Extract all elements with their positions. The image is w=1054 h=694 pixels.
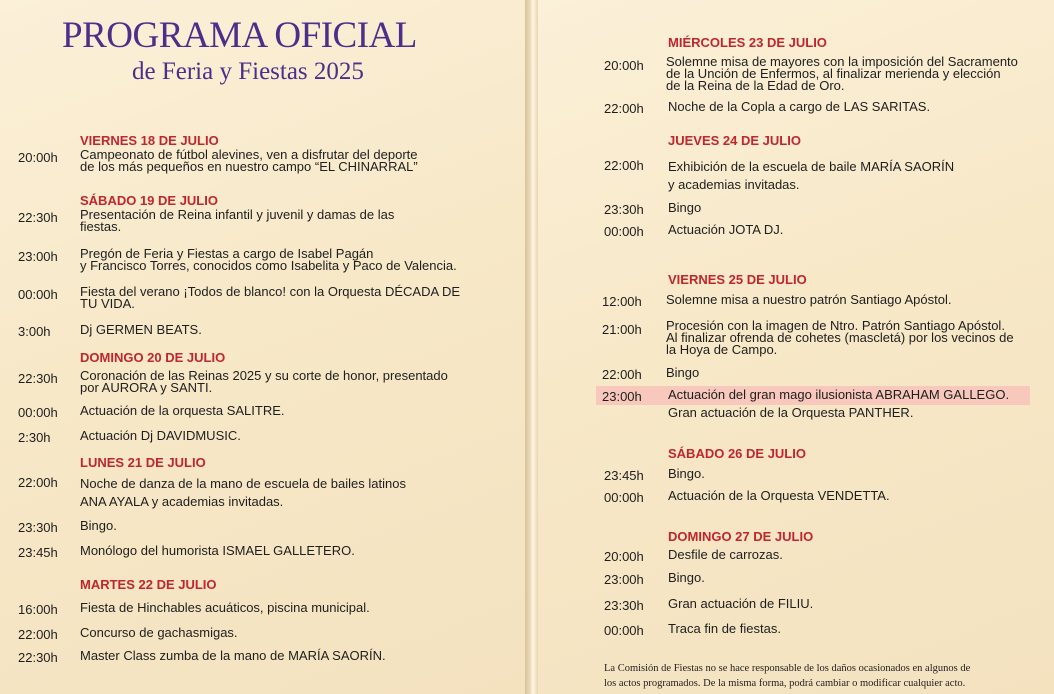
event-description bbox=[666, 367, 699, 379]
event-time: 20:00h bbox=[604, 58, 644, 73]
event-description bbox=[80, 627, 238, 639]
event-time: 21:00h bbox=[602, 322, 642, 337]
event-description-line: Noche de danza de la mano de escuela de bailes latinos bbox=[80, 476, 406, 491]
event-time: 22:30h bbox=[18, 210, 58, 225]
event-time: 00:00h bbox=[604, 224, 644, 239]
event-time: 22:00h bbox=[604, 158, 644, 173]
event-description-line: por AURORA y SANTI. bbox=[80, 380, 213, 395]
event-description bbox=[668, 549, 783, 561]
event-description-line: y academias invitadas. bbox=[668, 177, 800, 192]
event-description-line: Exhibición de la escuela de baile MARÍA SAORÍN bbox=[668, 159, 955, 174]
event-description bbox=[80, 602, 370, 614]
event-description bbox=[666, 320, 1014, 356]
event-time: 16:00h bbox=[18, 602, 58, 617]
event-description-line: y Francisco Torres, conocidos como Isabelita y Paco de Valencia. bbox=[80, 258, 457, 273]
event-description-line: Fiesta del verano ¡Todos de blanco! con la Orquesta DÉCADA DE bbox=[80, 284, 461, 299]
event-description bbox=[80, 405, 285, 417]
event-description bbox=[668, 490, 890, 502]
event-description-line: de la Unción de Enfermos, al finalizar merienda y elección bbox=[666, 66, 1001, 81]
event-description bbox=[668, 389, 1009, 401]
event-time: 00:00h bbox=[18, 287, 58, 302]
event-description bbox=[80, 650, 386, 662]
left-page bbox=[0, 0, 525, 694]
event-description-line: Solemne misa de mayores con la imposición del Sacramento bbox=[666, 54, 1018, 69]
event-time: 22:30h bbox=[18, 371, 58, 386]
event-description-line: Master Class zumba de la mano de MARÍA SAORÍN. bbox=[80, 648, 386, 663]
day-heading: JUEVES 24 DE JULIO bbox=[668, 133, 801, 148]
day-heading: DOMINGO 27 DE JULIO bbox=[668, 529, 814, 544]
page-subtitle: de Feria y Fiestas 2025 bbox=[132, 58, 364, 85]
event-description-line: Bingo. bbox=[80, 518, 117, 533]
event-description-line: Bingo bbox=[668, 200, 702, 215]
event-time: 23:00h bbox=[602, 389, 642, 404]
event-time: 23:45h bbox=[604, 468, 644, 483]
event-time: 23:30h bbox=[18, 520, 58, 535]
event-description bbox=[80, 370, 448, 394]
event-time: 23:00h bbox=[18, 249, 58, 264]
day-heading: SÁBADO 26 DE JULIO bbox=[668, 446, 806, 461]
event-description-line: Actuación del gran mago ilusionista ABRAHAM GALLEGO. bbox=[668, 387, 1010, 402]
event-description bbox=[668, 598, 813, 610]
event-time: 20:00h bbox=[18, 150, 58, 165]
event-description-line: Actuación de la orquesta SALITRE. bbox=[80, 403, 285, 418]
event-description-line: de la Reina de la Edad de Oro. bbox=[666, 78, 845, 93]
event-description-line: ANA AYALA y academias invitadas. bbox=[80, 494, 284, 509]
event-description-line: Bingo. bbox=[668, 570, 705, 585]
page-gutter bbox=[525, 0, 538, 694]
event-time: 22:00h bbox=[18, 627, 58, 642]
event-time: 22:00h bbox=[602, 367, 642, 382]
page-title: PROGRAMA OFICIAL bbox=[62, 15, 417, 56]
event-description-line: Actuación Dj DAVIDMUSIC. bbox=[80, 428, 241, 443]
disclaimer-line: La Comisión de Fiestas no se hace responsable de los daños ocasionados en algunos de bbox=[604, 663, 971, 674]
day-heading: MARTES 22 DE JULIO bbox=[80, 577, 217, 592]
event-description bbox=[666, 56, 1018, 92]
event-description bbox=[80, 475, 406, 511]
event-description-line: Presentación de Reina infantil y juvenil y damas de las bbox=[80, 207, 395, 222]
event-time: 00:00h bbox=[604, 490, 644, 505]
event-description bbox=[668, 468, 705, 480]
event-description-line: Gran actuación de FILIU. bbox=[668, 596, 814, 611]
disclaimer-note bbox=[604, 661, 1034, 691]
disclaimer-line: los actos programados. De la misma forma, podrá cambiar o modificar cualquier acto. bbox=[604, 678, 966, 689]
event-description bbox=[80, 286, 460, 310]
event-time: 3:00h bbox=[18, 324, 51, 339]
event-description bbox=[668, 623, 781, 635]
event-time: 00:00h bbox=[604, 623, 644, 638]
event-description-line: Actuación JOTA DJ. bbox=[668, 222, 784, 237]
event-description bbox=[80, 520, 117, 532]
event-description-line: fiestas. bbox=[80, 219, 122, 234]
event-description-line: Desfile de carrozas. bbox=[668, 547, 783, 562]
event-description bbox=[668, 158, 954, 194]
event-description bbox=[80, 209, 394, 233]
event-time: 22:00h bbox=[604, 101, 644, 116]
event-description bbox=[80, 545, 355, 557]
event-description-line: Solemne misa a nuestro patrón Santiago Apóstol. bbox=[666, 292, 952, 307]
event-description-line: Gran actuación de la Orquesta PANTHER. bbox=[668, 405, 914, 420]
event-time: 23:30h bbox=[604, 202, 644, 217]
event-description bbox=[80, 248, 457, 272]
event-description bbox=[80, 430, 241, 442]
event-time: 23:30h bbox=[604, 598, 644, 613]
event-description-line: Procesión con la imagen de Ntro. Patrón Santiago Apóstol. bbox=[666, 318, 1005, 333]
event-description-line: Bingo bbox=[666, 365, 700, 380]
day-heading: SÁBADO 19 DE JULIO bbox=[80, 193, 218, 208]
event-description-line: Monólogo del humorista ISMAEL GALLETERO. bbox=[80, 543, 355, 558]
event-description bbox=[668, 572, 705, 584]
event-description-line: Pregón de Feria y Fiestas a cargo de Isabel Pagán bbox=[80, 246, 374, 261]
event-time: 22:00h bbox=[18, 475, 58, 490]
day-heading: VIERNES 25 DE JULIO bbox=[668, 272, 807, 287]
event-time: 23:45h bbox=[18, 545, 58, 560]
event-description bbox=[668, 224, 783, 236]
event-description-line: Concurso de gachasmigas. bbox=[80, 625, 238, 640]
event-description-line: Actuación de la Orquesta VENDETTA. bbox=[668, 488, 890, 503]
event-description bbox=[666, 294, 951, 306]
event-description-line: Traca fin de fiestas. bbox=[668, 621, 781, 636]
event-description bbox=[668, 407, 913, 419]
event-description-line: Fiesta de Hinchables acuáticos, piscina municipal. bbox=[80, 600, 370, 615]
event-description bbox=[80, 324, 202, 336]
event-time: 12:00h bbox=[602, 294, 642, 309]
event-description-line: la Hoya de Campo. bbox=[666, 342, 778, 357]
event-description-line: TU VIDA. bbox=[80, 296, 135, 311]
event-time: 22:30h bbox=[18, 650, 58, 665]
day-heading: DOMINGO 20 DE JULIO bbox=[80, 350, 226, 365]
day-heading: MIÉRCOLES 23 DE JULIO bbox=[668, 35, 827, 50]
event-description-line: de los más pequeños en nuestro campo “EL CHINARRAL” bbox=[80, 159, 418, 174]
event-time: 20:00h bbox=[604, 549, 644, 564]
event-description-line: Coronación de las Reinas 2025 y su corte de honor, presentado bbox=[80, 368, 448, 383]
event-description-line: Bingo. bbox=[668, 466, 705, 481]
event-description bbox=[668, 101, 930, 113]
day-heading: VIERNES 18 DE JULIO bbox=[80, 133, 219, 148]
event-time: 23:00h bbox=[604, 572, 644, 587]
event-description-line: Al finalizar ofrenda de cohetes (mascletá) por los vecinos de bbox=[666, 330, 1014, 345]
event-description bbox=[80, 149, 418, 173]
event-description bbox=[668, 202, 701, 214]
event-description-line: Dj GERMEN BEATS. bbox=[80, 322, 202, 337]
day-heading: LUNES 21 DE JULIO bbox=[80, 455, 206, 470]
event-description-line: Campeonato de fútbol alevines, ven a disfrutar del deporte bbox=[80, 147, 418, 162]
event-time: 2:30h bbox=[18, 430, 51, 445]
event-description-line: Noche de la Copla a cargo de LAS SARITAS. bbox=[668, 99, 931, 114]
event-time: 00:00h bbox=[18, 405, 58, 420]
